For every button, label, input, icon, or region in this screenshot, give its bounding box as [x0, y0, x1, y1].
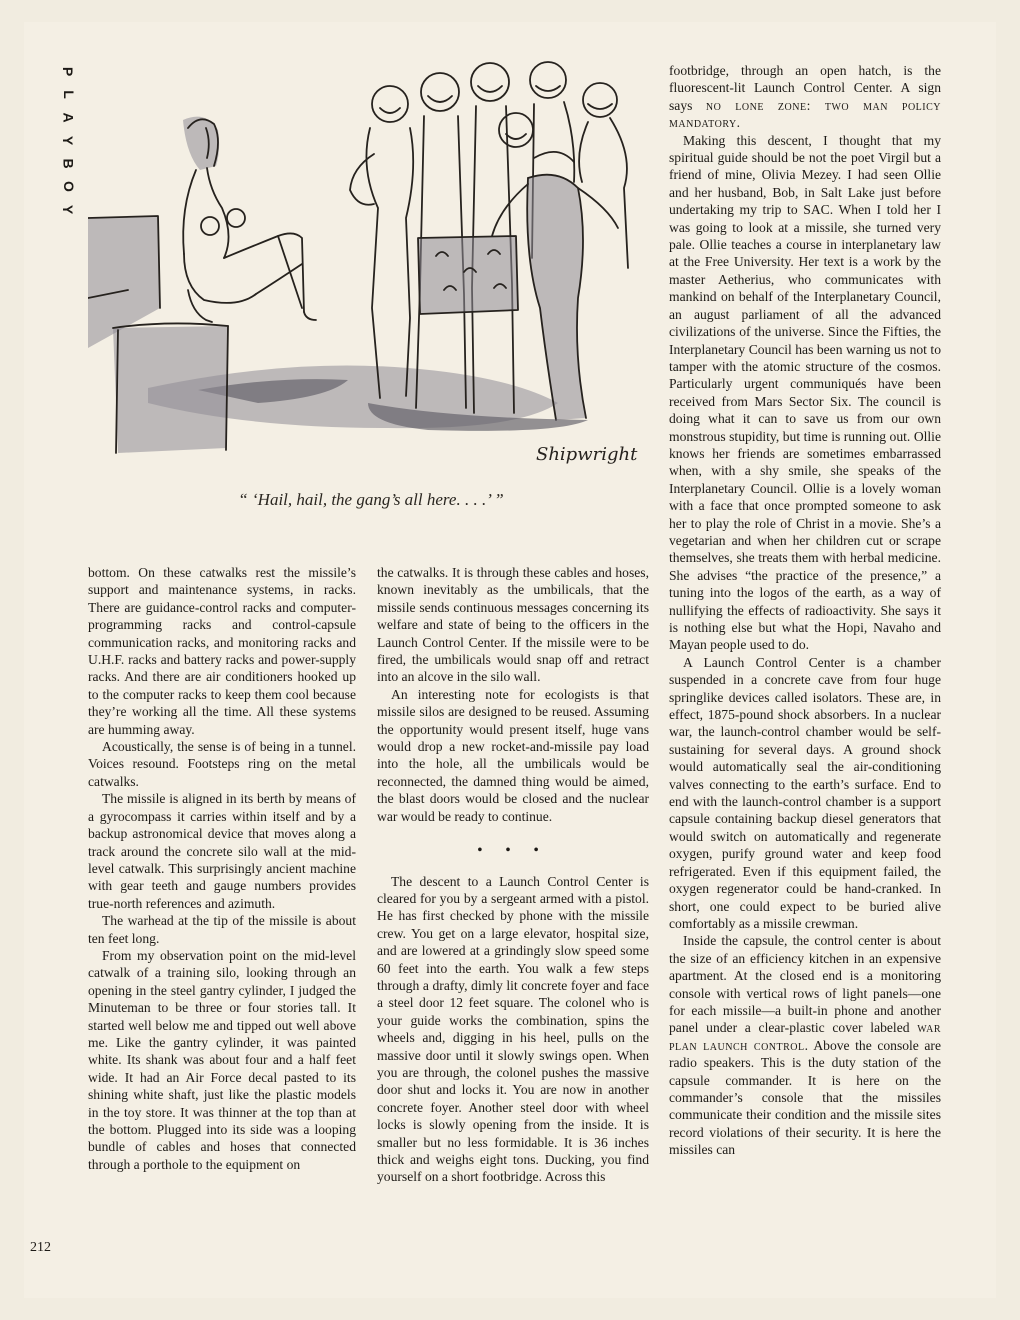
- panel-label: war plan launch control.: [669, 1020, 941, 1053]
- cartoon-caption: “ ‘Hail, hail, the gang’s all here. . . .’ ”: [238, 490, 504, 509]
- paragraph: From my observation point on the mid-level catwalk of a training silo, looking through an opening in the steel gantry cylinder, I judged the Minuteman to be three or four stories tall. It started well below me and tipped out well above me. Like the gantry cylinder, it was painted white. Its shank was about four and a half feet wide. It had an Air Force decal pasted to its shining white shaft, just like the plastic models in the toy store. It was thinner at the top than at the bottom. Plugged into its side was a looping bundle of cables and hoses that connected through a porthole to the equipment on: [88, 947, 356, 1172]
- paragraph: The missile is aligned in its berth by means of a gyrocompass it carries within itself and by a backup astronomical device that moves along a track around the concrete silo wall at the mid-level catwalk. This surprisingly ancient machine with gear teeth and gauge numbers provides true-north references and azimuth.: [88, 791, 356, 911]
- text-column-3: [669, 62, 941, 1159]
- spine-letter: A: [60, 112, 77, 123]
- paragraph: Making this descent, I thought that my spiritual guide should be not the poet Virgil but a friend of mine, Olivia Mezey. I had seen Ollie and her husband, Bob, in Salt Lake just before undertaking my trip to SAC. When I told her I was going to look at a missile, she turned very pale. Ollie teaches a course in interplanetary law at the Free University. Her text is a work by the master Aetherius, who communicates with mankind on behalf of the Interplanetary Council, an august parliament of all the advanced civilizations of the universe. Since the Fifties, the Interplanetary Council has been warning us not to tamper with the atomic structure of the cosmos. Particularly urgent communiqués have been received from Mars Sector Six. The council is doing what it can to save us from our own monstrous stupidity, but time is running out. Ollie knows her friends are sometimes embarrassed when, with a shy smile, she speaks of the Interplanetary Council. Ollie is a lovely woman with a face that once prompted someone to ask her to play the role of Christ in a movie. She’s a vegetarian and when her children cut or scrape themselves, she treats them with herbal medicine. She advises “the practice of the presence,” a tuning into the logos of the earth, as a way of nullifying the effects of radioactivity. She says it is nothing else but what the Hopi, Navaho and Mayan people used to do.: [669, 132, 941, 653]
- paragraph: An interesting note for ecologists is that missile silos are designed to be reused. Assuming the opportunity would present itself, huge vans would drop a new rocket-and-missile pay load into the hole, all the umbilicals would be reconnected, the damned thing would be aimed, the blast doors would be closed and the nuclear war would be ready to continue.: [377, 686, 649, 824]
- spine-letter: Y: [60, 135, 77, 146]
- spine-letter: B: [60, 158, 77, 169]
- paragraph-text: Inside the capsule, the control center is about the size of an efficiency kitchen in an expensive apartment. At the closed end is a monitoring console with vertical rows of light panels—one for each missile—a built-in phone and another panel under a clear-plastic cover labeled: [669, 933, 941, 1036]
- spine-letter: P: [60, 66, 77, 77]
- cartoon-illustration: [88, 58, 654, 478]
- spine-letter: O: [60, 181, 77, 192]
- paragraph: bottom. On these catwalks rest the missile’s support and maintenance systems, in racks. There are guidance-control racks and computer-programming racks and control-capsule communication racks, and monitoring racks and U.H.F. racks and battery racks and power-supply racks. And there are air conditioners hooked up to the computer racks to keep them cool because they’re working all the time. All these systems are humming away.: [88, 565, 356, 737]
- magazine-spine-title: [56, 60, 80, 221]
- paragraph: The warhead at the tip of the missile is about ten feet long.: [88, 913, 356, 946]
- cartoon-signature: Shipwright: [536, 444, 638, 465]
- spine-letter: Y: [60, 204, 77, 215]
- paragraph: [669, 932, 941, 1158]
- paragraph-text: Above the console are radio speakers. This is the duty station of the capsule commander. It is here on the commander’s console that the missiles communicate their condition and the missile sites record violations of their security. It is here the missiles can: [669, 1037, 941, 1158]
- sign-text: no lone zone: two man policy mandatory.: [669, 97, 942, 131]
- paragraph: A Launch Control Center is a chamber suspended in a concrete cave from four huge springlike devices called isolators. These are, in effect, 1875-pound shock absorbers. In a nuclear war, the launch-control chamber would be self-sustaining for several days. A ground shock would automatically seal the air-conditioning valves connecting to the earth’s surface. End to end with the launch-control chamber is a support capsule containing backup diesel generators that would switch on automatically and regenerate oxygen, purify ground water and keep food refrigerated. Even if this equipment failed, the oxygen regenerator could be hand-cranked. In short, one could expect to be buried alive comfortably as a missile crewman.: [669, 654, 941, 931]
- spine-letter: L: [60, 90, 77, 99]
- paragraph: the catwalks. It is through these cables and hoses, known inevitably as the umbilicals, that the missile sends continuous messages concerning its welfare and state of being to the officers in the Launch Control Center. If the missile were to be fired, the umbilicals would snap off and retract into an alcove in the silo wall.: [377, 565, 649, 685]
- paragraph-text: footbridge, through an open hatch, is the fluorescent-lit Launch Control Center. A sign says: [669, 63, 941, 113]
- paragraph: [669, 62, 941, 132]
- paragraph: The descent to a Launch Control Center is cleared for you by a sergeant armed with a pistol. He has first checked by phone with the missile crew. You get on a large elevator, hospital size, and are lowered at a grindingly slow speed some 60 feet into the earth. You walk a few steps through a drafty, dimly lit concrete foyer and face a steel door 12 feet square. The colonel who is your guide works the combination, spins the wheels and, digging in his heel, pulls on the massive door until it slowly swings open. When you are through, the colonel pushes the massive door shut and locks it. You are now in another concrete foyer. Another steel door with wheel locks is slowly opening from the inside. It is smaller but no less formidable. It is 36 inches thick and weighs eight tons. Ducking, you find yourself on a short footbridge. Across this: [377, 873, 649, 1185]
- page-number: 212: [30, 1240, 51, 1255]
- text-column-2: [377, 564, 649, 1186]
- paragraph: Acoustically, the sense is of being in a tunnel. Voices resound. Footsteps ring on the metal catwalks.: [88, 739, 356, 789]
- section-break: • • •: [477, 842, 549, 858]
- text-column-1: [88, 564, 356, 1173]
- cartoon-drawing: [88, 58, 654, 478]
